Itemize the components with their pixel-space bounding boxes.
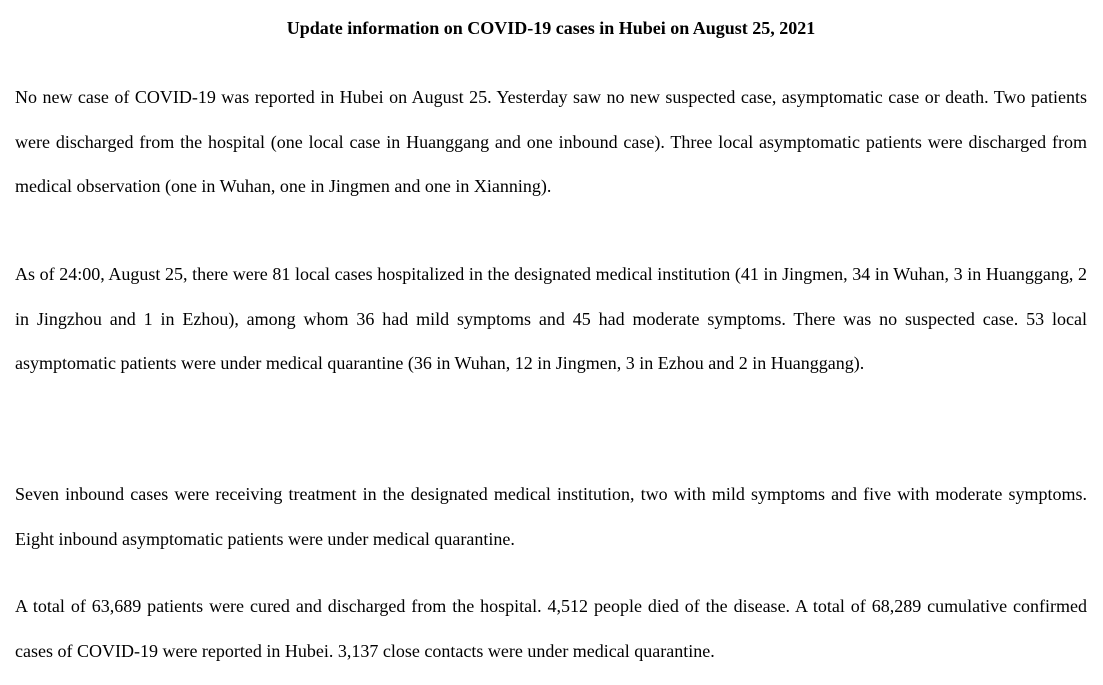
paragraph-inbound-cases: Seven inbound cases were receiving treatment in the designated medical institution, two with mild symptoms and five with moderate symptoms. Eight inbound asymptomatic patients were under medical quarantine. [15,484,1087,549]
paragraph-cumulative-totals: A total of 63,689 patients were cured and discharged from the hospital. 4,512 people died of the disease. A total of 68,289 cumulative confirmed cases of COVID-19 were reported in Hubei. 3,137 close contacts were under medical quarantine. [15,596,1087,661]
page-title: Update information on COVID-19 cases in Hubei on August 25, 2021 [286,18,816,38]
paragraph-local-cases: As of 24:00, August 25, there were 81 local cases hospitalized in the designated medical institution (41 in Jingmen, 34 in Wuhan, 3 in Huanggang, 2 in Jingzhou and 1 in Ezhou), among whom 36 had mild symptoms and 45 had moderate symptoms. There was no suspected case. 53 local asymptomatic patients were under medical quarantine (36 in Wuhan, 12 in Jingmen, 3 in Ezhou and 2 in Huanggang). [15,264,1087,373]
paragraph-daily-summary: No new case of COVID-19 was reported in Hubei on August 25. Yesterday saw no new suspected case, asymptomatic case or death. Two patients were discharged from the hospital (one local case in Huanggang and one inbound case). Three local asymptomatic patients were discharged from medical observation (one in Wuhan, one in Jingmen and one in Xianning). [15,87,1087,196]
